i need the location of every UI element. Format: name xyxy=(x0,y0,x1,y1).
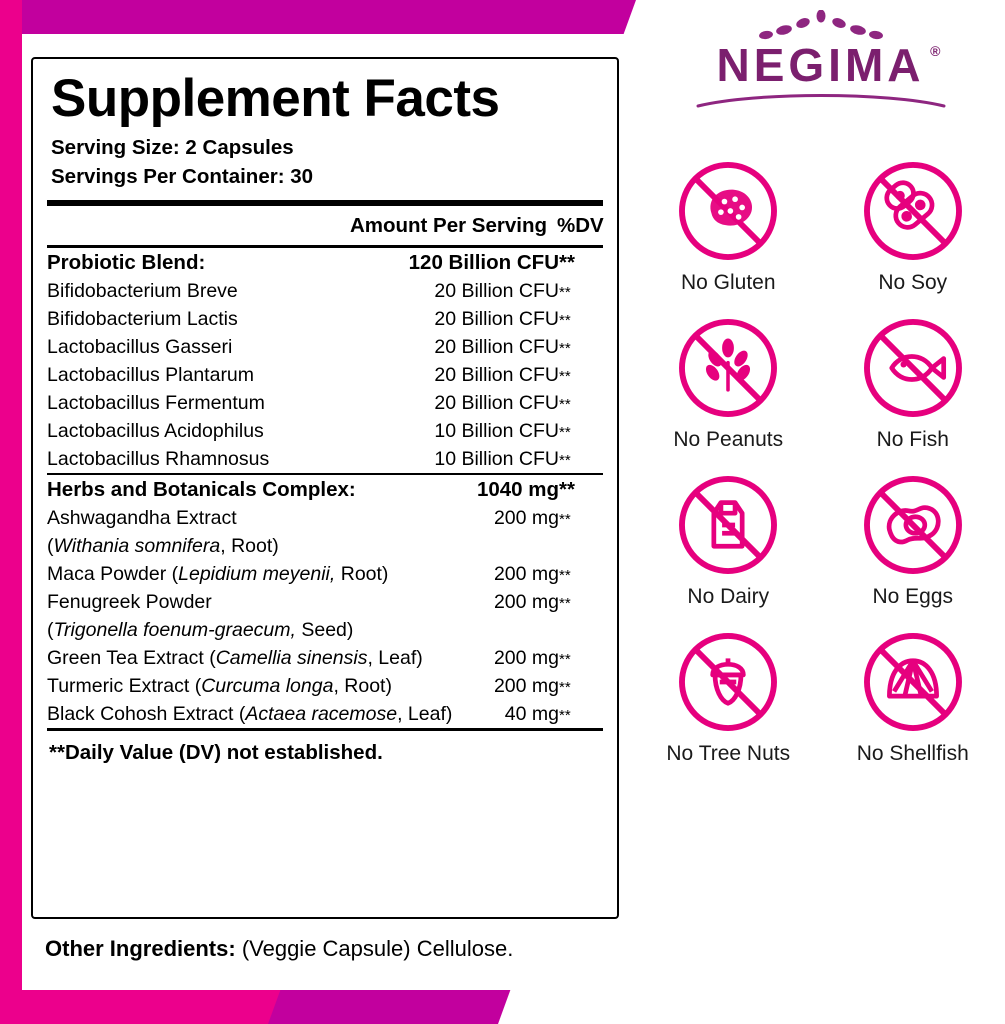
table-row xyxy=(47,248,603,277)
ingredient-daily-value: ** xyxy=(559,311,571,329)
ingredient-daily-value: ** xyxy=(559,477,575,501)
ingredient-name: Bifidobacterium Lactis xyxy=(47,307,238,330)
ingredient-daily-value xyxy=(559,532,603,560)
badge-label: No Gluten xyxy=(680,271,776,294)
ingredient-daily-value xyxy=(559,616,603,644)
table-row xyxy=(47,475,603,504)
supplement-facts-box xyxy=(31,57,619,919)
ingredient-daily-value: ** xyxy=(559,367,571,385)
brand-logo xyxy=(636,10,1005,113)
other-ingredients-value: (Veggie Capsule) Cellulose. xyxy=(241,936,514,961)
ingredient-daily-value: ** xyxy=(559,423,571,441)
ingredient-name: Black Cohosh Extract (Actaea racemose, Leaf) xyxy=(47,702,453,725)
badge-no-fish xyxy=(821,309,1005,452)
no-soy-icon xyxy=(854,152,972,270)
table-row xyxy=(47,305,603,333)
ingredient-name: Herbs and Botanicals Complex: xyxy=(47,477,356,501)
brand-name xyxy=(716,39,945,91)
brand-name-text: NEGIMA xyxy=(716,39,925,91)
table-row xyxy=(47,333,603,361)
ingredient-daily-value: ** xyxy=(559,706,571,724)
ingredient-daily-value: ** xyxy=(559,339,571,357)
badge-label: No Shellfish xyxy=(856,742,969,765)
no-fish-icon xyxy=(854,309,972,427)
ingredient-amount: 20 Billion CFU xyxy=(434,363,559,386)
right-column xyxy=(636,0,1005,1024)
ingredient-amount: 200 mg xyxy=(493,674,559,697)
daily-value-note: **Daily Value (DV) not established. xyxy=(49,741,383,765)
table-row xyxy=(47,417,603,445)
ingredient-daily-value: ** xyxy=(559,594,571,612)
table-row xyxy=(47,504,603,532)
badge-label: No Eggs xyxy=(872,585,954,608)
ingredient-name: Lactobacillus Plantarum xyxy=(47,363,255,386)
ingredient-amount: 120 Billion CFU xyxy=(408,250,559,274)
badge-no-eggs xyxy=(821,466,1005,609)
ingredient-daily-value: ** xyxy=(559,566,571,584)
ingredient-name: Ashwagandha Extract xyxy=(47,506,237,529)
ingredient-name: Bifidobacterium Breve xyxy=(47,279,238,302)
no-shellfish-icon xyxy=(854,623,972,741)
ingredient-name: Maca Powder (Lepidium meyenii, Root) xyxy=(47,562,389,585)
ingredient-amount xyxy=(473,532,559,560)
badge-no-tree-nuts xyxy=(636,623,821,766)
probiotic-blend-table xyxy=(47,248,603,473)
supplement-facts-panel xyxy=(22,38,632,986)
table-row xyxy=(47,672,603,700)
other-ingredients-label: Other Ingredients: xyxy=(45,936,236,961)
badge-label: No Dairy xyxy=(687,585,770,608)
ingredient-name: Lactobacillus Rhamnosus xyxy=(47,447,270,470)
badge-label: No Tree Nuts xyxy=(666,742,791,765)
table-row xyxy=(47,616,603,644)
ingredient-name: Fenugreek Powder xyxy=(47,590,212,613)
ingredient-name: Lactobacillus Gasseri xyxy=(47,335,233,358)
ingredient-name: Lactobacillus Fermentum xyxy=(47,391,265,414)
badge-no-peanuts xyxy=(636,309,821,452)
ingredient-amount: 200 mg xyxy=(493,590,559,613)
other-ingredients xyxy=(45,936,513,962)
registered-mark: ® xyxy=(930,43,945,59)
badge-no-gluten xyxy=(636,152,821,295)
ingredient-daily-value: ** xyxy=(559,678,571,696)
table-row xyxy=(47,361,603,389)
servings-per-container: Servings Per Container: 30 xyxy=(51,165,314,189)
ingredient-daily-value: ** xyxy=(559,283,571,301)
ingredient-amount: 200 mg xyxy=(493,562,559,585)
ingredient-daily-value: ** xyxy=(559,451,571,469)
no-gluten-icon xyxy=(669,152,787,270)
ingredient-amount: 20 Billion CFU xyxy=(434,391,559,414)
table-row xyxy=(47,560,603,588)
amount-per-serving-label: Amount Per Serving xyxy=(349,214,547,238)
ingredient-amount xyxy=(473,616,559,644)
ingredient-amount: 10 Billion CFU xyxy=(434,419,559,442)
serving-size: Serving Size: 2 Capsules xyxy=(51,135,294,159)
amount-per-serving-header xyxy=(47,206,603,245)
ingredient-name: Lactobacillus Acidophilus xyxy=(47,419,264,442)
ingredient-daily-value: ** xyxy=(559,650,571,668)
no-tree-nuts-icon xyxy=(669,623,787,741)
ingredient-amount: 20 Billion CFU xyxy=(434,307,559,330)
leaf-ornament-icon xyxy=(636,10,1005,40)
ingredient-amount: 200 mg xyxy=(493,506,559,529)
ingredient-amount: 20 Billion CFU xyxy=(434,335,559,358)
swoosh-ornament-icon xyxy=(636,90,1005,113)
supplement-facts-title: Supplement Facts xyxy=(51,69,500,128)
ingredient-name: Probiotic Blend: xyxy=(47,250,206,274)
ingredient-amount: 200 mg xyxy=(493,646,559,669)
ingredient-daily-value: ** xyxy=(559,395,571,413)
no-peanuts-icon xyxy=(669,309,787,427)
ingredient-amount: 10 Billion CFU xyxy=(434,447,559,470)
ingredient-name: Green Tea Extract (Camellia sinensis, Leaf) xyxy=(47,646,423,669)
percent-dv-label: %DV xyxy=(557,214,604,238)
table-row xyxy=(47,588,603,616)
ingredient-amount: 40 mg xyxy=(504,702,559,725)
badge-no-shellfish xyxy=(821,623,1005,766)
badge-label: No Soy xyxy=(878,271,948,294)
no-eggs-icon xyxy=(854,466,972,584)
ingredient-daily-value: ** xyxy=(559,510,571,528)
no-dairy-icon xyxy=(669,466,787,584)
table-row xyxy=(47,445,603,473)
ingredient-amount: 20 Billion CFU xyxy=(434,279,559,302)
allergen-free-badges xyxy=(636,152,1005,766)
herbs-botanicals-table xyxy=(47,475,603,728)
badge-label: No Peanuts xyxy=(673,428,784,451)
badge-no-dairy xyxy=(636,466,821,609)
table-row xyxy=(47,700,603,728)
table-row xyxy=(47,277,603,305)
badge-no-soy xyxy=(821,152,1005,295)
table-row xyxy=(47,532,603,560)
badge-label: No Fish xyxy=(876,428,949,451)
table-row xyxy=(47,389,603,417)
table-row xyxy=(47,644,603,672)
ingredient-amount: 1040 mg xyxy=(476,477,559,501)
ingredient-name: Turmeric Extract (Curcuma longa, Root) xyxy=(47,674,392,697)
ingredient-name: (Withania somnifera, Root) xyxy=(47,534,279,557)
ingredient-name: (Trigonella foenum-graecum, Seed) xyxy=(47,618,354,641)
ingredient-daily-value: ** xyxy=(559,250,575,274)
